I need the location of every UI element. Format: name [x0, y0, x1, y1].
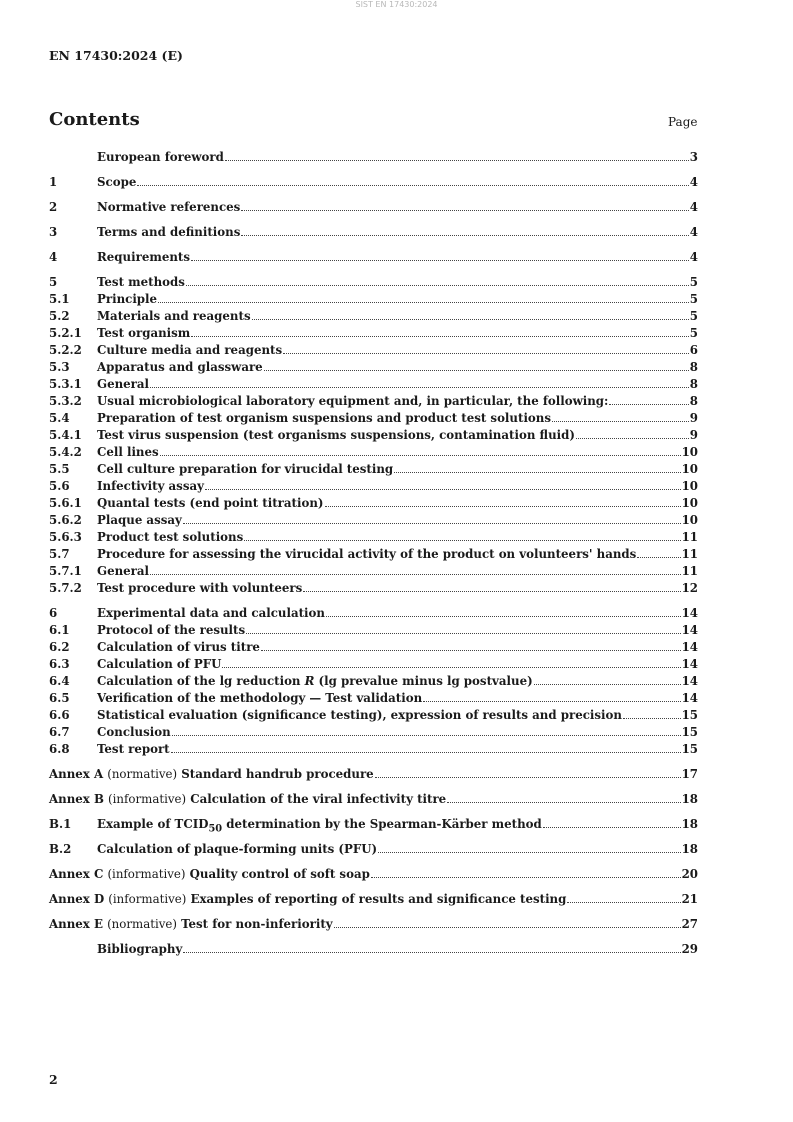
toc-entry[interactable] [49, 581, 698, 598]
toc-entry[interactable] [49, 343, 698, 360]
toc-entry-title [49, 867, 370, 881]
toc-entry[interactable] [49, 842, 698, 859]
toc-entry[interactable] [49, 623, 698, 640]
annex-kind: (informative) [107, 867, 186, 881]
annex-title: Calculation of the viral infectivity titre [190, 792, 447, 806]
toc-entry-title [49, 767, 374, 781]
dot-leader [205, 489, 681, 490]
toc-entry-number: 6.8 [49, 742, 70, 756]
toc-entry-text: Test methods [97, 275, 185, 289]
toc-entry-title [97, 360, 263, 374]
toc-entry-page: 14 [681, 691, 698, 705]
toc-entry[interactable] [49, 200, 698, 217]
toc-entry[interactable] [49, 377, 698, 394]
toc-entry-page: 10 [681, 462, 698, 476]
toc-entry-text: Calculation of the lg reduction [97, 674, 301, 688]
toc-entry[interactable] [49, 792, 698, 809]
toc-entry-page: 18 [681, 792, 698, 806]
toc-entry-number: 5.2 [49, 309, 70, 323]
toc-entry-page: 14 [681, 606, 698, 620]
toc-entry[interactable] [49, 462, 698, 479]
toc-entry-title [97, 275, 185, 289]
toc-entry-page: 8 [689, 360, 698, 374]
toc-entry-title [97, 708, 622, 722]
toc-entry[interactable] [49, 606, 698, 623]
toc-entry-number: 6.2 [49, 640, 70, 654]
annex-kind: (normative) [107, 917, 177, 931]
annex-title: Test for non-inferiority [181, 917, 333, 931]
toc-entry-text: Scope [97, 175, 137, 189]
toc-entry-number: 5.4.1 [49, 428, 82, 442]
dot-leader [137, 185, 688, 186]
annex-label: Annex A [49, 767, 104, 781]
toc-entry-number: 5.6.3 [49, 530, 82, 544]
toc-entry-title [97, 623, 245, 637]
toc-entry-text: Infectivity assay [97, 479, 204, 493]
toc-entry-title [97, 674, 533, 688]
toc-entry[interactable] [49, 547, 698, 564]
dot-leader [423, 701, 680, 702]
toc-entry[interactable] [49, 225, 698, 242]
toc-entry-text: Culture media and reagents [97, 343, 283, 357]
toc-entry[interactable] [49, 175, 698, 192]
dot-leader [609, 404, 688, 405]
toc-entry-title [97, 742, 170, 756]
toc-entry-italic: R [304, 674, 315, 688]
annex-title: Standard handrub procedure [181, 767, 374, 781]
toc-entry-page: 5 [689, 275, 698, 289]
toc-entry-number: 5.2.2 [49, 343, 82, 357]
dot-leader [325, 506, 681, 507]
toc-entry-number: 5.1 [49, 292, 70, 306]
dot-leader [150, 574, 681, 575]
toc-entry-number: 6.5 [49, 691, 70, 705]
toc-entry-number: 5.3 [49, 360, 70, 374]
toc-entry-text: General [97, 377, 150, 391]
toc-entry[interactable] [49, 674, 698, 691]
toc-entry-number: 5.6 [49, 479, 70, 493]
dot-leader [150, 387, 689, 388]
toc-entry[interactable] [49, 250, 698, 267]
dot-leader [394, 472, 680, 473]
toc-entry-text: Example of TCID [97, 817, 209, 831]
annex-kind: (informative) [108, 892, 187, 906]
toc-entry-number: 3 [49, 225, 58, 239]
toc-entry-title [97, 530, 243, 544]
dot-leader [222, 667, 680, 668]
toc-entry[interactable] [49, 742, 698, 759]
toc-entry[interactable] [49, 394, 698, 411]
annex-title: Examples of reporting of results and significance testing [190, 892, 567, 906]
toc-entry[interactable] [49, 360, 698, 377]
toc-entry-page: 10 [681, 479, 698, 493]
toc-entry-page: 6 [689, 343, 698, 357]
toc-entry[interactable] [49, 867, 698, 884]
toc-entry-page: 10 [681, 445, 698, 459]
toc-entry-page: 9 [689, 428, 698, 442]
toc-entry[interactable] [49, 817, 698, 834]
toc-entry-title [97, 394, 608, 408]
toc-entry-title [97, 200, 240, 214]
toc-entry-title [97, 691, 422, 705]
toc-entry[interactable] [49, 917, 698, 934]
toc-entry[interactable] [49, 309, 698, 326]
toc-entry-text: Cell culture preparation for virucidal testing [97, 462, 394, 476]
annex-label: Annex B [49, 792, 104, 806]
toc-entry[interactable] [49, 892, 698, 909]
toc-entry-number: 6 [49, 606, 58, 620]
watermark: SIST EN 17430:2024 [355, 0, 438, 9]
toc-entry-number: 4 [49, 250, 58, 264]
dot-leader [171, 752, 681, 753]
toc-entry-page: 3 [689, 150, 698, 164]
toc-entry-title [97, 445, 159, 459]
toc-entry[interactable] [49, 150, 698, 167]
toc-entry-text: Apparatus and glassware [97, 360, 263, 374]
toc-entry-number: 5.5 [49, 462, 70, 476]
toc-entry-page: 4 [689, 250, 698, 264]
toc-entry-title [97, 513, 182, 527]
toc-entry-title [97, 326, 190, 340]
dot-leader [334, 927, 681, 928]
toc-entry-number: 5.6.2 [49, 513, 82, 527]
toc-entry-title [97, 411, 551, 425]
toc-entry-page: 10 [681, 513, 698, 527]
toc-entry[interactable] [49, 767, 698, 784]
toc-entry-text: Bibliography [97, 942, 183, 956]
toc-entry-page: 20 [681, 867, 698, 881]
dot-leader [552, 421, 689, 422]
dot-leader [158, 302, 689, 303]
toc-entry-text: Test report [97, 742, 170, 756]
toc-entry-number: 6.6 [49, 708, 70, 722]
toc-entry-number: 6.7 [49, 725, 70, 739]
toc-entry-text: Normative references [97, 200, 241, 214]
toc-entry-title [97, 606, 325, 620]
dot-leader [244, 540, 680, 541]
dot-leader [303, 591, 680, 592]
toc-entry-title [49, 917, 333, 931]
toc-entry[interactable] [49, 292, 698, 309]
toc-entry-page: 4 [689, 225, 698, 239]
toc-entry-title [97, 725, 171, 739]
toc-entry[interactable] [49, 513, 698, 530]
toc-entry[interactable] [49, 564, 698, 581]
toc-entry-page: 14 [681, 674, 698, 688]
toc-entry-page: 12 [681, 581, 698, 595]
toc-entry-text: Experimental data and calculation [97, 606, 325, 620]
dot-leader [246, 633, 680, 634]
toc-entry-number: 5.7.2 [49, 581, 82, 595]
toc-entry[interactable] [49, 530, 698, 547]
dot-leader [186, 285, 689, 286]
toc-entry[interactable] [49, 445, 698, 462]
toc-entry-title [97, 150, 224, 164]
toc-entry-number: B.2 [49, 842, 72, 856]
toc-entry-text: Verification of the methodology — Test validation [97, 691, 423, 705]
toc-entry-title [97, 175, 136, 189]
toc-entry-page: 8 [689, 377, 698, 391]
dot-leader [326, 616, 681, 617]
page-column-label: Page [668, 115, 698, 129]
toc-entry-text: General [97, 564, 150, 578]
toc-entry-text: Preparation of test organism suspensions and product test solutions [97, 411, 552, 425]
toc-entry-title [97, 428, 575, 442]
toc-entry-page: 15 [681, 742, 698, 756]
toc-entry-number: 2 [49, 200, 58, 214]
toc-entry[interactable] [49, 640, 698, 657]
toc-entry[interactable] [49, 275, 698, 292]
dot-leader [283, 353, 689, 354]
toc-entry-number: 5.4 [49, 411, 70, 425]
toc-entry-title [97, 842, 377, 856]
toc-entry-title [97, 309, 251, 323]
toc-entry-title [97, 657, 221, 671]
toc-entry-title [49, 792, 446, 806]
toc-entry[interactable] [49, 479, 698, 496]
annex-label: Annex E [49, 917, 103, 931]
toc-entry-text: Terms and definitions [97, 225, 241, 239]
dot-leader [261, 650, 681, 651]
toc-entry-text: Requirements [97, 250, 190, 264]
dot-leader [447, 802, 680, 803]
dot-leader [623, 718, 681, 719]
toc-entry-page: 4 [689, 175, 698, 189]
toc-entry-page: 10 [681, 496, 698, 510]
toc-entry-subscript: 50 [208, 823, 223, 835]
toc-entry-text: Materials and reagents [97, 309, 251, 323]
toc-entry-page: 29 [681, 942, 698, 956]
toc-entry-text: European foreword [97, 150, 224, 164]
toc-entry-number: 5.6.1 [49, 496, 82, 510]
toc-entry-page: 9 [689, 411, 698, 425]
toc-entry-page: 4 [689, 200, 698, 214]
toc-entry-text: Calculation of virus titre [97, 640, 260, 654]
toc-entry-page: 27 [681, 917, 698, 931]
toc-entry-page: 18 [681, 842, 698, 856]
toc-entry[interactable] [49, 708, 698, 725]
toc-entry-title [97, 343, 282, 357]
toc-entry-number: 5.4.2 [49, 445, 82, 459]
dot-leader [576, 438, 689, 439]
toc-entry-number: 5 [49, 275, 58, 289]
dot-leader [264, 370, 689, 371]
toc-entry-title [97, 377, 149, 391]
toc-entry-text: Plaque assay [97, 513, 182, 527]
annex-label: Annex C [49, 867, 104, 881]
toc-entry-text: Statistical evaluation (significance testing), expression of results and precision [97, 708, 622, 722]
toc-entry-number: 1 [49, 175, 58, 189]
toc-entry-title [97, 581, 302, 595]
dot-leader [191, 260, 689, 261]
toc-entry-page: 5 [689, 309, 698, 323]
toc-entry-number: 6.4 [49, 674, 70, 688]
toc-entry[interactable] [49, 942, 698, 959]
toc-entry-text-cont: determination by the Spearman-Kärber method [226, 817, 542, 831]
toc-entry-page: 17 [681, 767, 698, 781]
toc-entry-number: 5.3.1 [49, 377, 82, 391]
dot-leader [241, 235, 688, 236]
toc-entry-text: Test virus suspension (test organisms suspensions, contamination fluid) [97, 428, 575, 442]
toc-entry-title [97, 942, 182, 956]
toc-entry-text-cont: (lg prevalue minus lg postvalue) [318, 674, 533, 688]
toc-entry-title [97, 250, 190, 264]
toc-entry-number: 6.1 [49, 623, 70, 637]
toc-entry-title [97, 640, 260, 654]
dot-leader [534, 684, 681, 685]
dot-leader [371, 877, 681, 878]
dot-leader [378, 852, 680, 853]
toc-entry-text: Calculation of plaque-forming units (PFU) [97, 842, 378, 856]
toc-entry-title [97, 496, 324, 510]
toc-entry-text: Quantal tests (end point titration) [97, 496, 324, 510]
toc-entry-number: 5.2.1 [49, 326, 82, 340]
table-of-contents [49, 150, 698, 959]
toc-entry[interactable] [49, 326, 698, 343]
toc-entry-text: Principle [97, 292, 158, 306]
toc-entry[interactable] [49, 428, 698, 445]
toc-entry-page: 18 [681, 817, 698, 831]
toc-entry-text: Procedure for assessing the virucidal activity of the product on volunteers' hands [97, 547, 637, 561]
dot-leader [160, 455, 681, 456]
toc-entry-title [97, 564, 149, 578]
dot-leader [183, 523, 681, 524]
toc-entry-page: 21 [681, 892, 698, 906]
toc-entry[interactable] [49, 411, 698, 428]
toc-entry-page: 14 [681, 657, 698, 671]
dot-leader [567, 902, 680, 903]
toc-entry[interactable] [49, 725, 698, 742]
toc-entry-text: Usual microbiological laboratory equipment and, in particular, the following: [97, 394, 609, 408]
toc-entry-text: Cell lines [97, 445, 159, 459]
toc-entry-page: 15 [681, 725, 698, 739]
dot-leader [241, 210, 688, 211]
toc-entry[interactable] [49, 657, 698, 674]
annex-title: Quality control of soft soap [189, 867, 370, 881]
annex-kind: (normative) [107, 767, 178, 781]
dot-leader [183, 952, 680, 953]
document-id: EN 17430:2024 (E) [49, 48, 183, 63]
toc-entry-page: 15 [681, 708, 698, 722]
toc-entry[interactable] [49, 691, 698, 708]
toc-entry-page: 5 [689, 326, 698, 340]
page-number: 2 [49, 1072, 58, 1087]
annex-kind: (informative) [108, 792, 187, 806]
dot-leader [191, 336, 688, 337]
dot-leader [172, 735, 681, 736]
toc-entry-text: Test procedure with volunteers [97, 581, 303, 595]
annex-label: Annex D [49, 892, 105, 906]
toc-entry-page: 14 [681, 640, 698, 654]
toc-entry-text: Conclusion [97, 725, 171, 739]
toc-entry-number: 5.7 [49, 547, 70, 561]
toc-entry-page: 8 [689, 394, 698, 408]
toc-entry-number: B.1 [49, 817, 72, 831]
dot-leader [543, 827, 681, 828]
toc-entry-number: 5.3.2 [49, 394, 82, 408]
toc-entry-text: Calculation of PFU [97, 657, 222, 671]
toc-entry-page: 11 [681, 530, 698, 544]
toc-entry-page: 11 [681, 564, 698, 578]
toc-entry-text: Test organism [97, 326, 191, 340]
toc-entry-title [49, 892, 566, 906]
toc-entry-title [97, 547, 636, 561]
toc-entry[interactable] [49, 496, 698, 513]
toc-entry-title [97, 817, 542, 834]
toc-entry-text: Product test solutions [97, 530, 244, 544]
dot-leader [637, 557, 680, 558]
dot-leader [225, 160, 689, 161]
dot-leader [375, 777, 681, 778]
toc-entry-number: 5.7.1 [49, 564, 82, 578]
toc-entry-title [97, 479, 204, 493]
toc-entry-title [97, 225, 240, 239]
toc-entry-title [97, 292, 157, 306]
toc-entry-title [97, 462, 393, 476]
page-title: Contents [49, 109, 140, 130]
toc-entry-number: 6.3 [49, 657, 70, 671]
toc-entry-page: 5 [689, 292, 698, 306]
toc-entry-text: Protocol of the results [97, 623, 246, 637]
dot-leader [252, 319, 689, 320]
toc-entry-page: 14 [681, 623, 698, 637]
toc-entry-page: 11 [681, 547, 698, 561]
